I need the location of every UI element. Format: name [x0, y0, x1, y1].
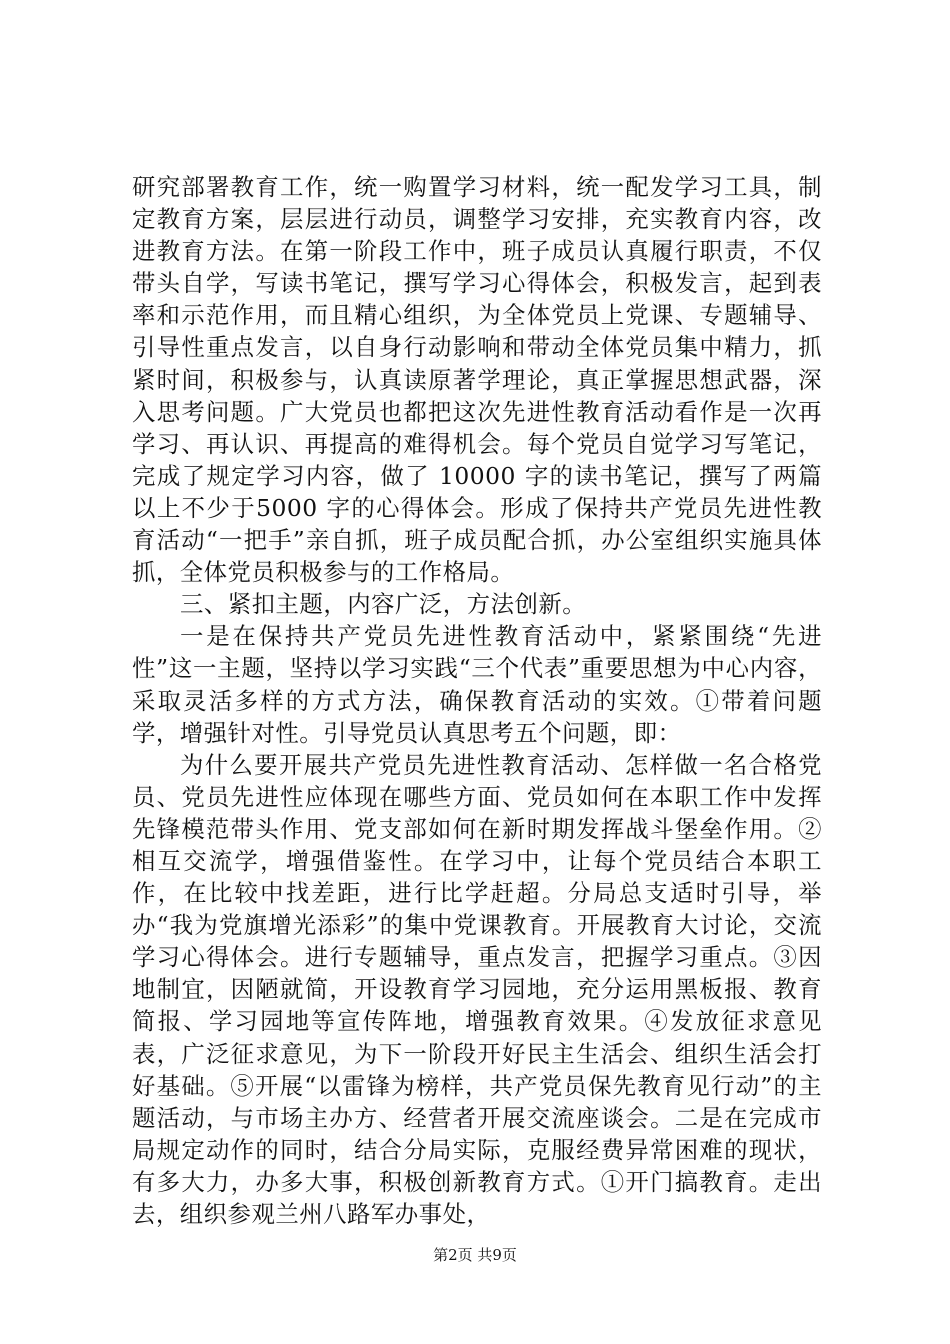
- paragraph-continuation: 研究部署教育工作，统一购置学习材料，统一配发学习工具，制定教育方案，层层进行动员，调整学习安排，充实教育内容，改进教育方法。在第一阶段工作中，班子成员认真履行职责，不仅带头自学，写读书笔记，撰写学习心得体会，积极发言，起到表率和示范作用，而且精心组织，为全体党员上党课、专题辅导、引导性重点发言，以自身行动影响和带动全体党员集中精力，抓紧时间，积极参与，认真读原著学理论，真正掌握思想武器，深入思考问题。广大党员也都把这次先进性教育活动看作是一次再学习、再认识、再提高的难得机会。每个党员自觉学习写笔记，完成了规定学习内容，做了 10000 字的读书笔记，撰写了两篇以上不少于5000 字的心得体会。形成了保持共产党员先进性教育活动“一把手”亲自抓，班子成员配合抓，办公室组织实施具体抓，全体党员积极参与的工作格局。: [132, 173, 822, 587]
- section-heading-three: 三、紧扣主题，内容广泛，方法创新。: [180, 590, 587, 619]
- paragraph-focus-theme: 一是在保持共产党员先进性教育活动中，紧紧围绕“先进性”这一主题，坚持以学习实践“三个代表”重要思想为中心内容，采取灵活多样的方式方法，确保教育活动的实效。①带着问题学，增强针对性。引导党员认真思考五个问题，即：: [132, 622, 822, 747]
- page-number-footer: 第2页 共9页: [433, 1246, 517, 1264]
- paragraph-five-questions: 为什么要开展共产党员先进性教育活动、怎样做一名合格党员、党员先进性应体现在哪些方面、党员如何在本职工作中发挥先锋模范带头作用、党支部如何在新时期发挥战斗堡垒作用。②相互交流学，增强借鉴性。在学习中，让每个党员结合本职工作，在比较中找差距，进行比学赶超。分局总支适时引导，举办“我为党旗增光添彩”的集中党课教育。开展教育大讨论，交流学习心得体会。进行专题辅导，重点发言，把握学习重点。③因地制宜，因陋就简，开设教育学习园地，充分运用黑板报、教育简报、学习园地等宣传阵地，增强教育效果。④发放征求意见表，广泛征求意见，为下一阶段开好民主生活会、组织生活会打好基础。⑤开展“以雷锋为榜样，共产党员保先教育见行动”的主题活动，与市场主办方、经营者开展交流座谈会。二是在完成市局规定动作的同时，结合分局实际，克服经费异常困难的现状，有多大力，办多大事，积极创新教育方式。①开门搞教育。走出去，组织参观兰州八路军办事处，: [132, 750, 822, 1228]
- document-body: [132, 171, 822, 1230]
